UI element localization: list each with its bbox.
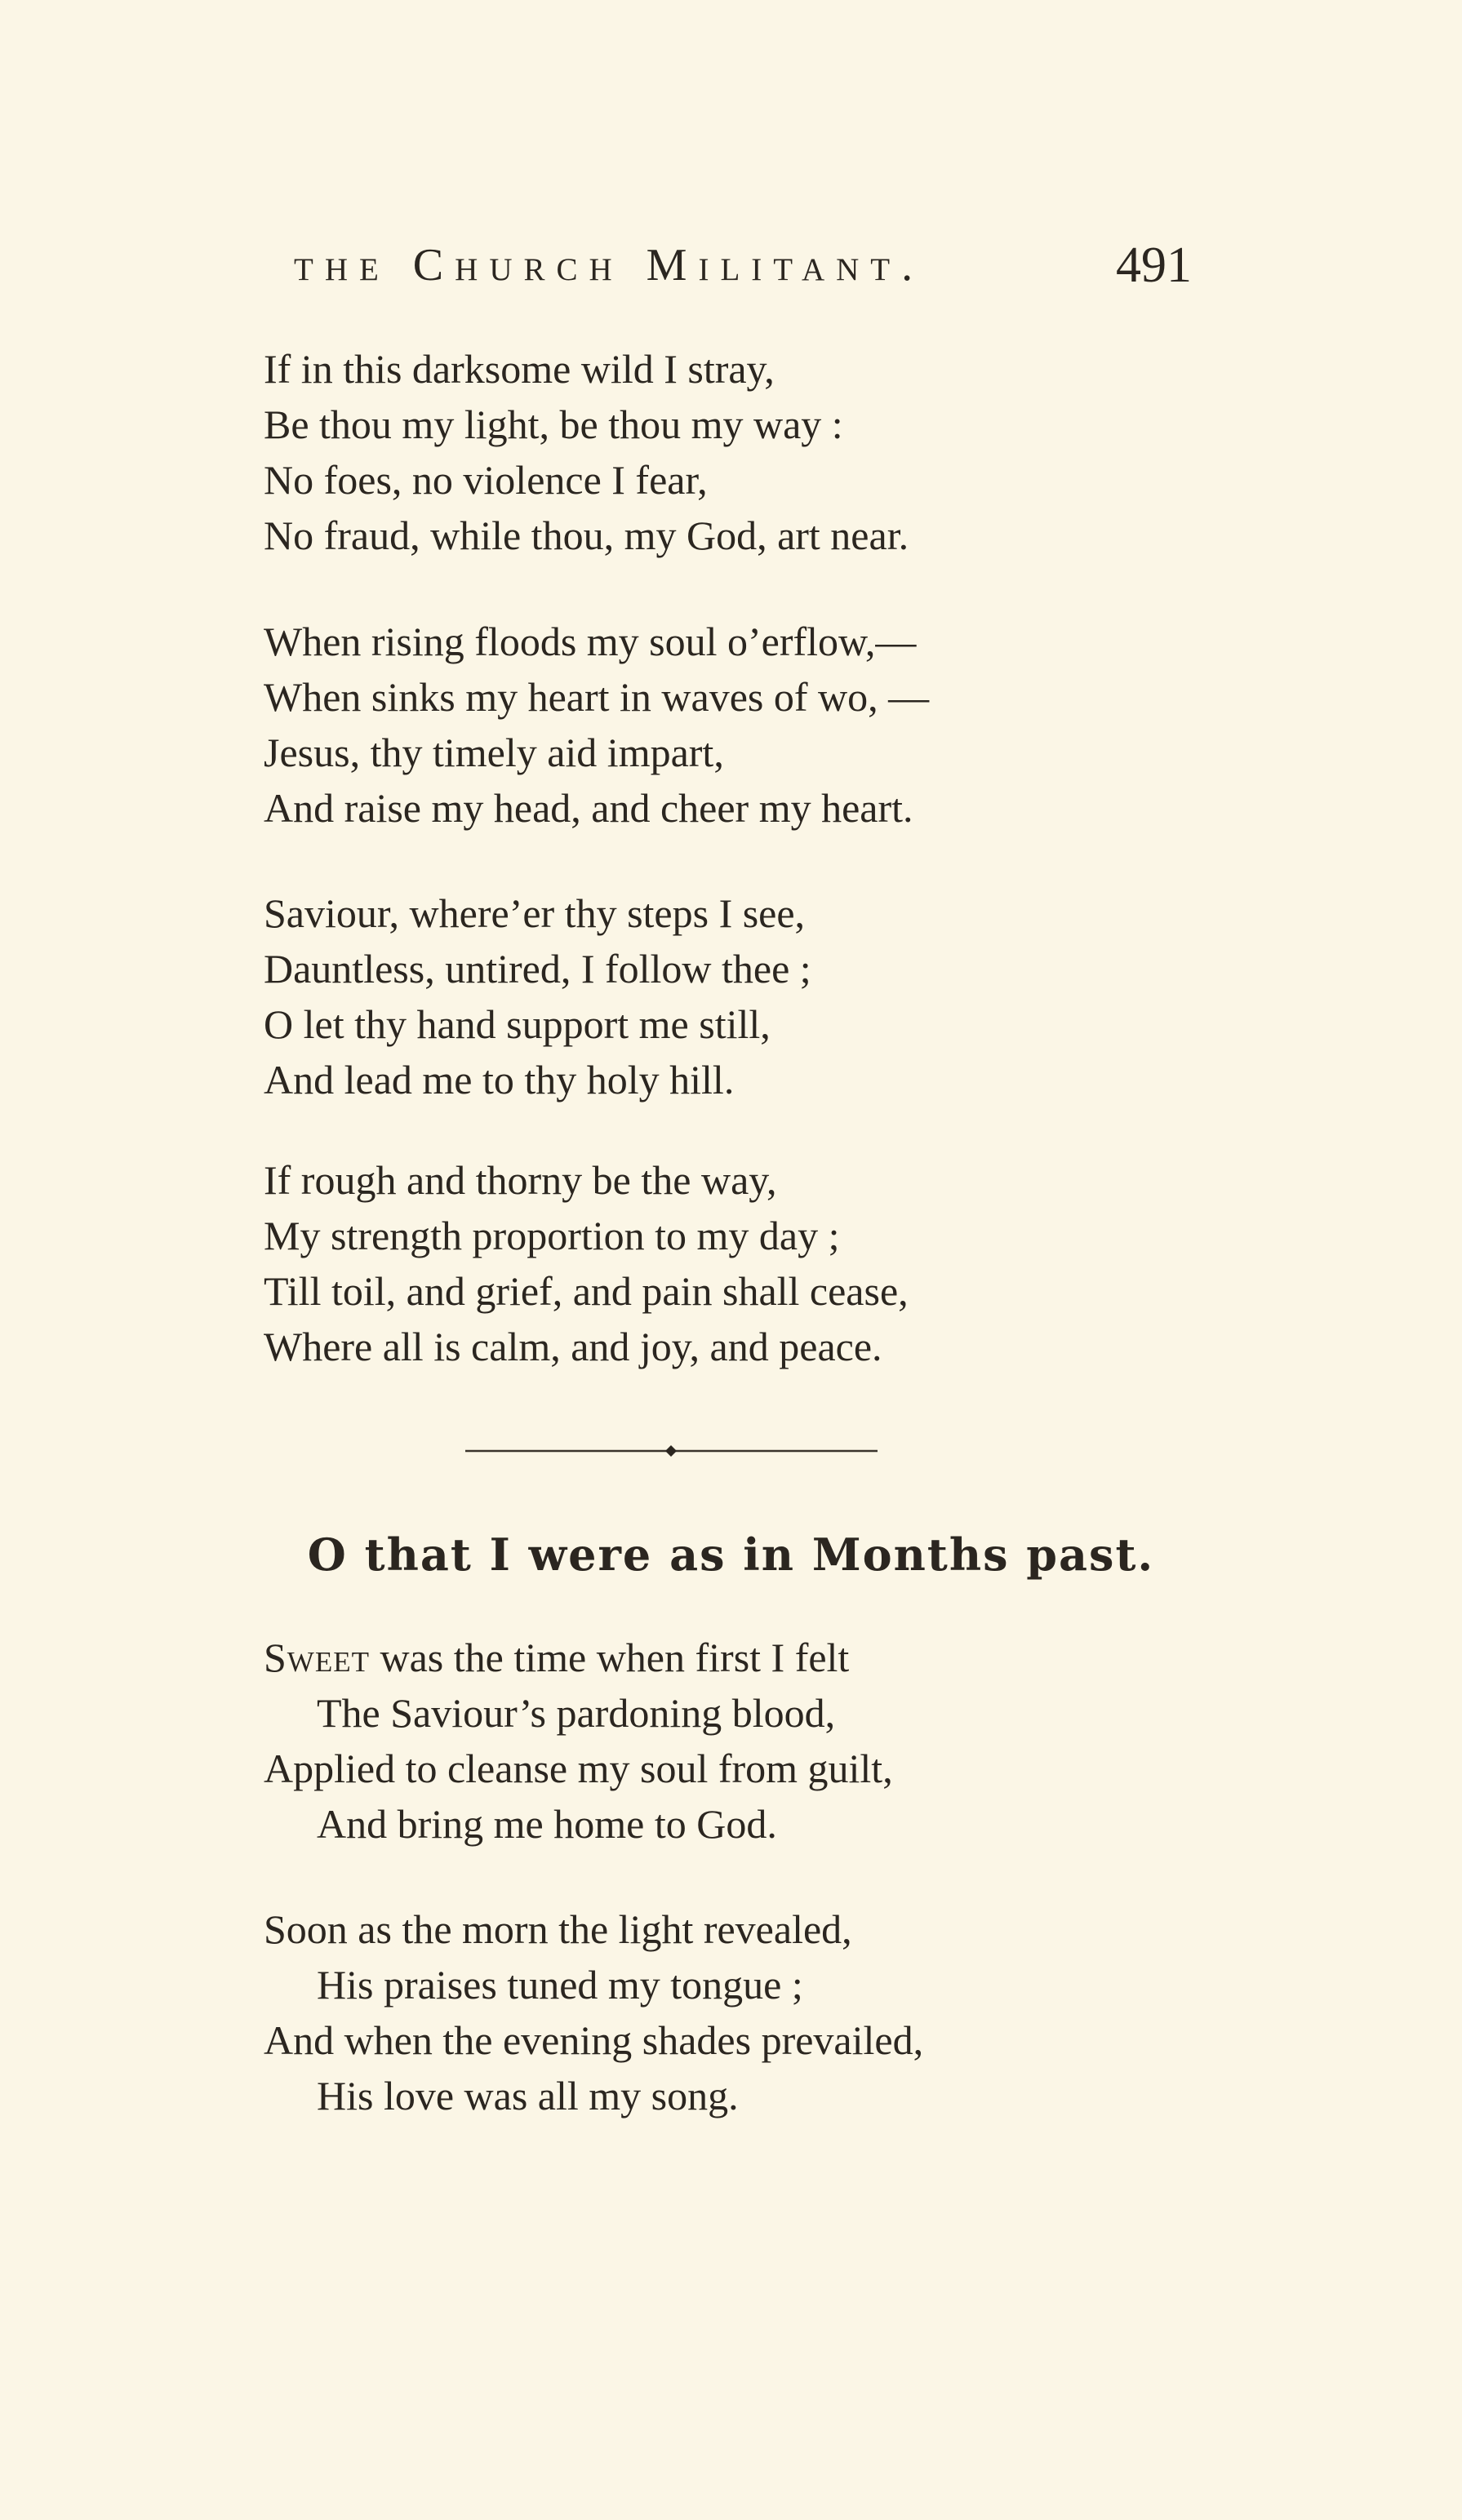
page-header (294, 228, 1192, 302)
poem-line: When rising floods my soul o’erflow,— (264, 619, 917, 664)
hymn2-stanza-2 (264, 1901, 1243, 2123)
poem-line: If in this darksome wild I stray, (264, 346, 775, 392)
poem-line: O let thy hand support me still, (264, 1001, 771, 1047)
hymn2-stanza-1 (264, 1630, 1243, 1852)
poem-line: The Saviour’s pardoning blood, (317, 1690, 836, 1736)
poem-line: Be thou my light, be thou my way : (264, 402, 843, 447)
poem-line: Dauntless, untired, I follow thee ; (264, 946, 811, 992)
poem-line: Soon as the morn the light revealed, (264, 1906, 852, 1952)
poem-line: His praises tuned my tongue ; (317, 1962, 803, 2008)
poem-line: And when the evening shades prevailed, (264, 2017, 924, 2063)
poem-line: No fraud, while thou, my God, art near. (264, 512, 909, 558)
hymn-title: O that I were as in Months past. (307, 1528, 1155, 1581)
drop-word: Sweet (264, 1635, 370, 1680)
hymn1-stanza-1 (264, 341, 1243, 563)
poem-line: And raise my head, and cheer my heart. (264, 785, 913, 831)
poem-line-first (264, 1630, 1243, 1685)
poem-line: Jesus, thy timely aid impart, (264, 730, 724, 775)
first-line-rest: was the time when first I felt (369, 1635, 850, 1680)
poem-line: And lead me to thy holy hill. (264, 1057, 735, 1102)
poem-line: Saviour, where’er thy steps I see, (264, 890, 806, 936)
poem-line: No foes, no violence I fear, (264, 457, 708, 503)
poem-line: His love was all my song. (317, 2073, 739, 2118)
poem-line: When sinks my heart in waves of wo, — (264, 674, 930, 720)
page-number: 491 (1116, 237, 1192, 293)
poem-line: And bring me home to God. (317, 1801, 777, 1847)
poem-line: Where all is calm, and joy, and peace. (264, 1324, 882, 1369)
ornamental-divider (465, 1443, 878, 1459)
hymn1-stanza-4 (264, 1152, 1243, 1374)
running-title: the Church Militant. (294, 240, 925, 291)
hymn1-stanza-2 (264, 614, 1243, 836)
poem-line: Till toil, and grief, and pain shall cease, (264, 1268, 909, 1314)
poem-line: My strength proportion to my day ; (264, 1213, 840, 1258)
hymn1-stanza-3 (264, 885, 1243, 1107)
poem-line: If rough and thorny be the way, (264, 1157, 777, 1203)
poem-line: Applied to cleanse my soul from guilt, (264, 1746, 893, 1791)
